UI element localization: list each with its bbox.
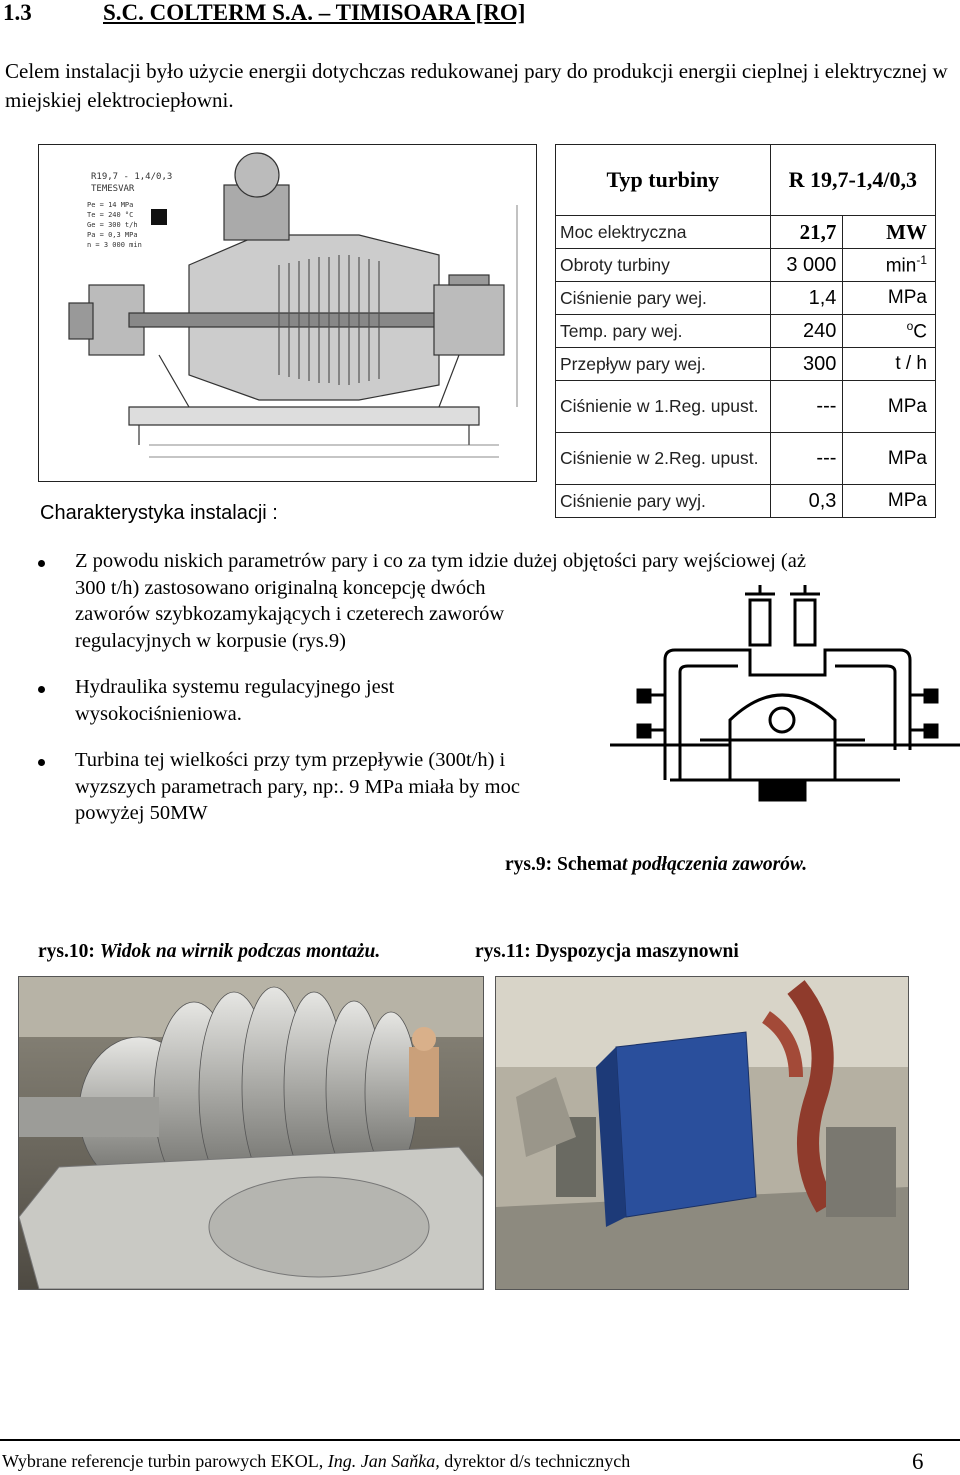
spec-row-flow: [556, 348, 936, 381]
spec-row-inlet-pressure: [556, 282, 936, 315]
machine-hall-illustration: [496, 977, 908, 1289]
spec-header-row: [556, 145, 936, 216]
drawing-model-label: R19,7 - 1,4/0,3: [91, 172, 173, 182]
spec-unit-text: C: [913, 321, 927, 343]
spec-unit-degree: o: [906, 318, 914, 333]
footer-role: dyrektor d/s technicznych: [444, 1451, 631, 1471]
figure-10-number: rys.10:: [38, 941, 95, 962]
spec-value: 240: [770, 315, 843, 348]
spec-unit: [843, 249, 936, 282]
figure-10-caption: [38, 941, 380, 963]
spec-value: 300: [770, 348, 843, 381]
spec-label: Ciśnienie pary wyj.: [556, 485, 771, 518]
spec-unit: t / h: [843, 348, 936, 381]
machine-hall-photo: [495, 976, 909, 1290]
section-title: S.C. COLTERM S.A. – TIMISOARA [RO]: [103, 0, 526, 25]
rotor-assembly-photo: [18, 976, 484, 1290]
spec-row-inlet-temp: [556, 315, 936, 348]
bullet-text-line: regulacyjnych w korpusie (rys.9): [75, 629, 346, 652]
drawing-make-label: TEMESVAR: [91, 184, 135, 194]
spec-value: 21,7: [770, 216, 843, 249]
drawing-param-1: Pe = 14 MPa: [87, 201, 134, 209]
figure-11-caption: rys.11: Dyspozycja maszynowni: [475, 941, 739, 962]
page-number: 6: [912, 1449, 924, 1474]
spec-value: 1,4: [770, 282, 843, 315]
manufacturer-logo-icon: [151, 209, 167, 225]
valve-connection-schematic: [610, 580, 960, 810]
bullet-item: [30, 548, 806, 654]
spec-value: ---: [770, 381, 843, 433]
figure-9-text-plain: Schema: [557, 854, 622, 875]
figure-9-text-italic: t podłączenia zaworów.: [622, 854, 808, 875]
turbine-spec-table: [555, 144, 936, 518]
drawing-param-3: Ge = 300 t/h: [87, 221, 138, 229]
spec-row-extraction-2: [556, 433, 936, 485]
spec-label: Obroty turbiny: [556, 249, 771, 282]
rotor-photo-illustration: [19, 977, 483, 1289]
spec-label: Moc elektryczna: [556, 216, 771, 249]
bullet-text-line: wysokociśnieniowa.: [75, 702, 242, 725]
bullet-list: [30, 548, 806, 847]
spec-unit: MPa: [843, 433, 936, 485]
spec-unit: MPa: [843, 282, 936, 315]
bullet-text-line: wyzszych parametrach pary, np:. 9 MPa miała by moc: [75, 775, 520, 798]
drawing-param-4: Pa = 0,3 MPa: [87, 231, 138, 239]
spec-unit-text: min: [885, 255, 917, 277]
bullet-text-line: 300 t/h) zastosowano originalną koncepcję dwóch: [75, 576, 486, 599]
bullet-text-line: Z powodu niskich parametrów pary i co za tym idzie dużej objętości pary wejściowej (aż: [75, 550, 806, 572]
charakterystyka-label: Charakterystyka instalacji :: [40, 502, 278, 524]
drawing-param-5: n = 3 000 min: [87, 241, 142, 249]
bullet-text-line: Turbina tej wielkości przy tym przepływie (300t/h) i: [75, 749, 506, 771]
spec-header-value: R 19,7-1,4/0,3: [770, 145, 935, 216]
spec-row-speed: [556, 249, 936, 282]
spec-label: Ciśnienie pary wej.: [556, 282, 771, 315]
spec-row-outlet-pressure: [556, 485, 936, 518]
footer-rule: [0, 1439, 960, 1441]
turbine-cross-section-drawing: [39, 145, 536, 481]
spec-unit: [843, 315, 936, 348]
spec-label: Przepływ pary wej.: [556, 348, 771, 381]
bullet-dot-icon: [38, 759, 45, 766]
spec-unit: MPa: [843, 381, 936, 433]
spec-unit: MW: [843, 216, 936, 249]
spec-label: Ciśnienie w 1.Reg. upust.: [556, 381, 771, 433]
bullet-dot-icon: [38, 560, 45, 567]
figure-9-number: rys.9:: [505, 854, 553, 875]
bullet-dot-icon: [38, 686, 45, 693]
spec-value: 0,3: [770, 485, 843, 518]
spec-header-label: Typ turbiny: [556, 145, 771, 216]
spec-value: 3 000: [770, 249, 843, 282]
bullet-item: [30, 747, 590, 827]
spec-unit-exponent: -1: [916, 252, 927, 267]
bullet-text-line: powyżej 50MW: [75, 802, 208, 824]
figure-9-caption: [505, 854, 807, 876]
page-footer: [2, 1451, 630, 1472]
drawing-param-2: Te = 240 °C: [87, 211, 134, 219]
bullet-item: [30, 674, 590, 727]
footer-author: Ing. Jan Saňka,: [327, 1451, 440, 1471]
bullet-text-line: zaworów szybkozamykających i czeterech zaworów: [75, 603, 505, 625]
figure-10-text: Widok na wirnik podczas montażu.: [99, 941, 381, 962]
spec-unit: MPa: [843, 485, 936, 518]
section-number: 1.3: [3, 0, 32, 25]
section-heading: [3, 0, 525, 26]
intro-paragraph: Celem instalacji było użycie energii dotychczas redukowanej pary do produkcji energii cieplnej i elektrycznej w miejskiej elektrociepłowni.: [5, 59, 948, 112]
spec-label: Temp. pary wej.: [556, 315, 771, 348]
spec-row-power: [556, 216, 936, 249]
spec-row-extraction-1: [556, 381, 936, 433]
spec-value: ---: [770, 433, 843, 485]
spec-label: Ciśnienie w 2.Reg. upust.: [556, 433, 771, 485]
bullet-text-line: Hydraulika systemu regulacyjnego jest: [75, 676, 395, 698]
footer-title: Wybrane referencje turbin parowych EKOL,: [2, 1451, 324, 1471]
turbine-drawing-frame: [38, 144, 537, 482]
